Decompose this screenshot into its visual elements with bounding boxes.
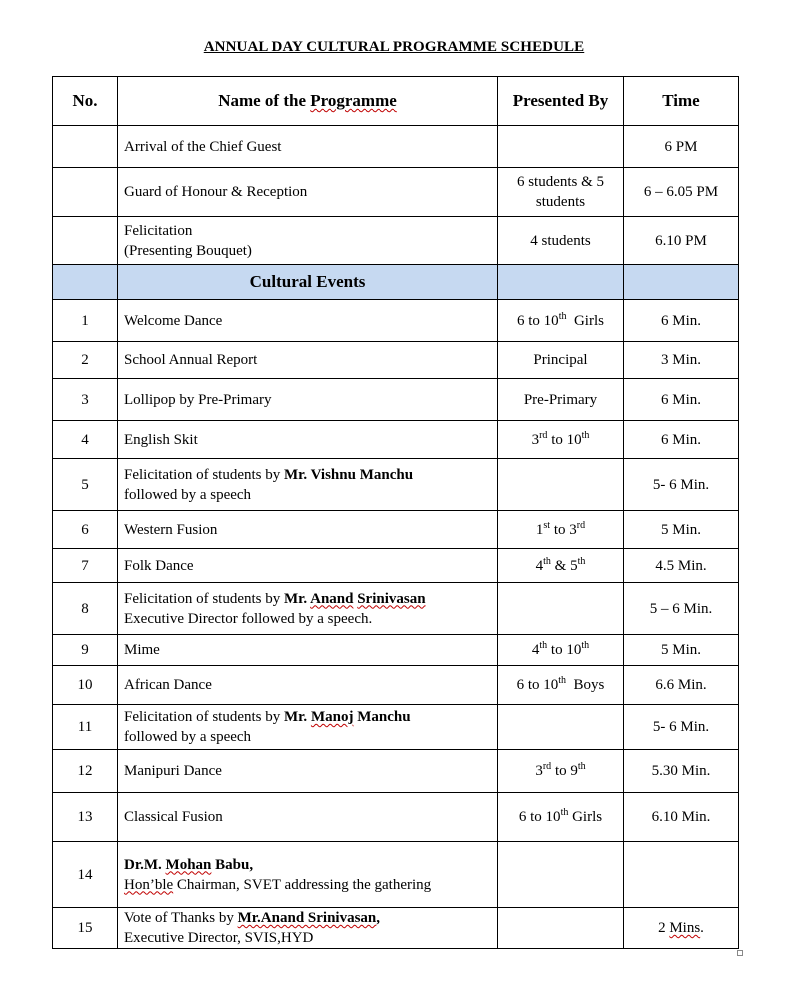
presented-by (498, 583, 624, 635)
presented-by: 6 students & 5 students (498, 168, 624, 217)
table-row (53, 705, 739, 750)
header-row (53, 77, 739, 126)
time: 5.30 Min. (624, 750, 739, 793)
presented-by (498, 908, 624, 949)
section-cell (498, 265, 624, 300)
presented-by (498, 705, 624, 750)
programme-name: Felicitation of students by Mr. Manoj Manchu followed by a speech (118, 705, 498, 750)
table-row (53, 342, 739, 379)
presented-by: Principal (498, 342, 624, 379)
row-no: 12 (53, 750, 118, 793)
table-row (53, 549, 739, 583)
row-no: 8 (53, 583, 118, 635)
programme-name: Felicitation of students by Mr. Vishnu Manchu followed by a speech (118, 459, 498, 511)
document-title: ANNUAL DAY CULTURAL PROGRAMME SCHEDULE (203, 39, 585, 55)
header-presented-by: Presented By (498, 77, 624, 126)
programme-name: Arrival of the Chief Guest (118, 126, 498, 168)
programme-name: African Dance (118, 666, 498, 705)
time: 5 Min. (624, 635, 739, 666)
programme-name: Dr.M. Mohan Babu, Hon’ble Chairman, SVET addressing the gathering (118, 842, 498, 908)
table-row (53, 511, 739, 549)
table-row (53, 217, 739, 265)
table-row (53, 300, 739, 342)
section-row (53, 265, 739, 300)
programme-name: Folk Dance (118, 549, 498, 583)
table-row (53, 168, 739, 217)
table-row (53, 635, 739, 666)
header-time: Time (624, 77, 739, 126)
table-row (53, 842, 739, 908)
programme-name: Western Fusion (118, 511, 498, 549)
presented-by: 3rd to 10th (498, 421, 624, 459)
row-no: 15 (53, 908, 118, 949)
row-no (53, 126, 118, 168)
time: 5 – 6 Min. (624, 583, 739, 635)
programme-name: Lollipop by Pre-Primary (118, 379, 498, 421)
programme-name: Classical Fusion (118, 793, 498, 842)
programme-name: Felicitation (Presenting Bouquet) (118, 217, 498, 265)
row-no: 7 (53, 549, 118, 583)
table-row (53, 421, 739, 459)
programme-name: Welcome Dance (118, 300, 498, 342)
table-resize-handle[interactable] (737, 950, 743, 956)
time (624, 842, 739, 908)
row-no: 11 (53, 705, 118, 750)
table-row (53, 908, 739, 949)
programme-name: School Annual Report (118, 342, 498, 379)
programme-name: Felicitation of students by Mr. Anand Srinivasan Executive Director followed by a speech. (118, 583, 498, 635)
presented-by: Pre-Primary (498, 379, 624, 421)
time: 6 PM (624, 126, 739, 168)
section-title: Cultural Events (118, 265, 498, 300)
table-row (53, 126, 739, 168)
presented-by: 3rd to 9th (498, 750, 624, 793)
row-no: 5 (53, 459, 118, 511)
row-no: 6 (53, 511, 118, 549)
row-no: 10 (53, 666, 118, 705)
programme-name: Mime (118, 635, 498, 666)
time: 6.10 Min. (624, 793, 739, 842)
presented-by: 4th & 5th (498, 549, 624, 583)
time: 6 Min. (624, 379, 739, 421)
programme-name: English Skit (118, 421, 498, 459)
header-name: Name of the Programme (118, 77, 498, 126)
row-no (53, 168, 118, 217)
time: 5 Min. (624, 511, 739, 549)
time: 6.6 Min. (624, 666, 739, 705)
time: 5- 6 Min. (624, 705, 739, 750)
row-no: 2 (53, 342, 118, 379)
presented-by: 4 students (498, 217, 624, 265)
time: 6 Min. (624, 300, 739, 342)
row-no: 13 (53, 793, 118, 842)
presented-by: 4th to 10th (498, 635, 624, 666)
table-row (53, 459, 739, 511)
time: 6 Min. (624, 421, 739, 459)
presented-by: 1st to 3rd (498, 511, 624, 549)
header-no: No. (53, 77, 118, 126)
row-no: 4 (53, 421, 118, 459)
table-row (53, 379, 739, 421)
section-cell (624, 265, 739, 300)
time: 3 Min. (624, 342, 739, 379)
table-row (53, 750, 739, 793)
schedule-table (52, 76, 739, 949)
row-no: 9 (53, 635, 118, 666)
table-row (53, 666, 739, 705)
time: 4.5 Min. (624, 549, 739, 583)
programme-name: Vote of Thanks by Mr.Anand Srinivasan, Executive Director, SVIS,HYD (118, 908, 498, 949)
time: 6.10 PM (624, 217, 739, 265)
presented-by (498, 459, 624, 511)
section-cell (53, 265, 118, 300)
presented-by (498, 126, 624, 168)
table-row (53, 583, 739, 635)
time: 2 Mins. (624, 908, 739, 949)
presented-by: 6 to 10th Boys (498, 666, 624, 705)
row-no: 3 (53, 379, 118, 421)
row-no: 1 (53, 300, 118, 342)
presented-by (498, 842, 624, 908)
programme-name: Guard of Honour & Reception (118, 168, 498, 217)
time: 6 – 6.05 PM (624, 168, 739, 217)
presented-by: 6 to 10th Girls (498, 793, 624, 842)
row-no (53, 217, 118, 265)
time: 5- 6 Min. (624, 459, 739, 511)
table-row (53, 793, 739, 842)
presented-by: 6 to 10th Girls (498, 300, 624, 342)
programme-name: Manipuri Dance (118, 750, 498, 793)
row-no: 14 (53, 842, 118, 908)
